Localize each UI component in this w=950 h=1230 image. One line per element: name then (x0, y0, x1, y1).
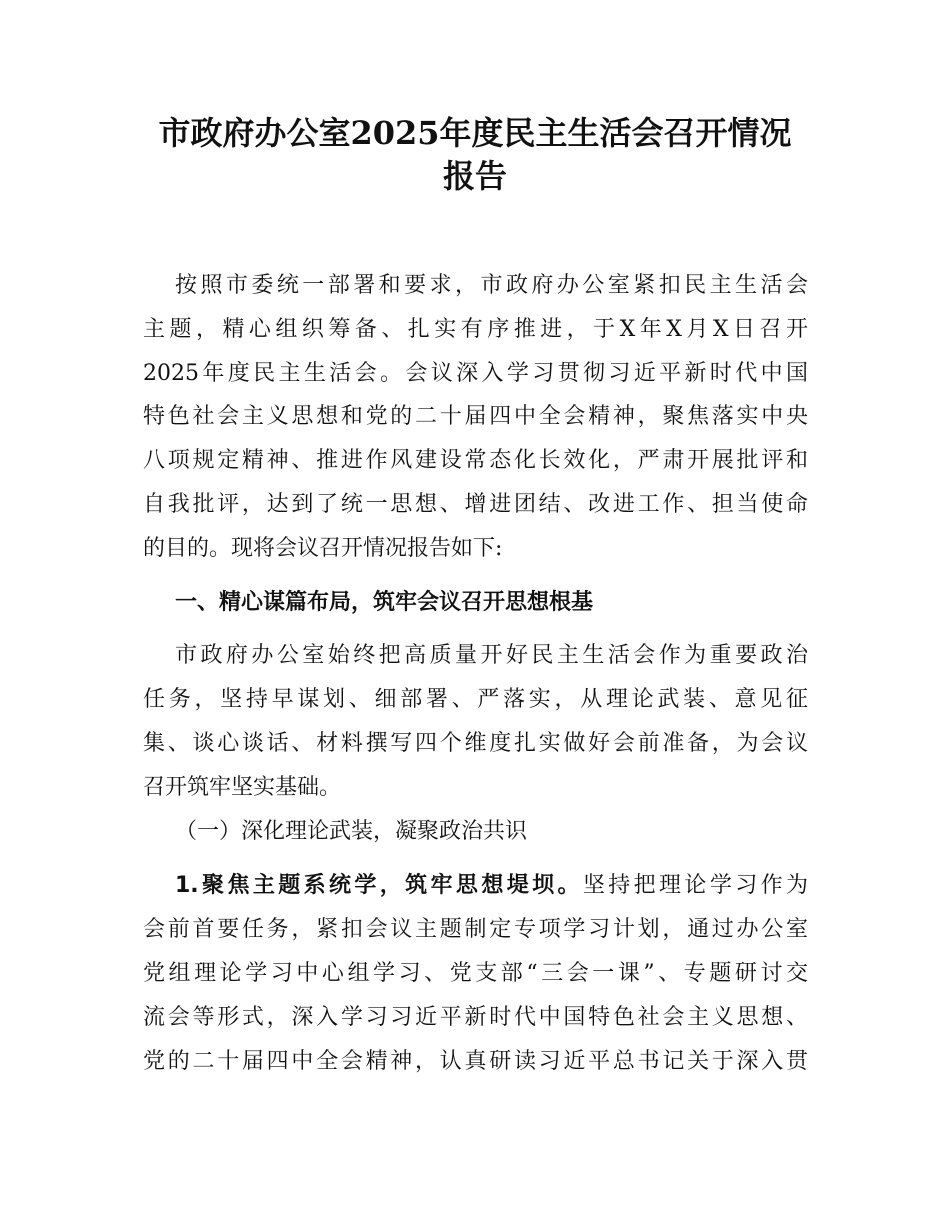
text-line: 市政府办公室始终把高质量开好民主生活会作为重要政治 (175, 643, 808, 669)
section-paragraph (143, 634, 808, 809)
text-line: 的目的。现将会议召开情况报告如下: (143, 535, 503, 561)
document-title (0, 112, 950, 198)
subsection-heading: （一）深化理论武装，凝聚政治共识 (175, 818, 528, 844)
section-heading: 一、精心谋篇布局，筑牢会议召开思想根基 (175, 589, 594, 615)
text-line: 自我批评，达到了统一思想、增进团结、改进工作、担当使命 (143, 491, 808, 517)
text-line: 八项规定精神、推进作风建设常态化长效化，严肃开展批评和 (143, 448, 808, 474)
document-body (143, 264, 808, 1083)
text-line: 任务，坚持早谋划、细部署、严落实，从理论武装、意见征 (143, 687, 808, 713)
item-lead: 1.聚焦主题系统学，筑牢思想堤坝。 (175, 873, 583, 899)
text-line: 召开筑牢坚实基础。 (143, 774, 342, 800)
title-line-2: 报告 (442, 157, 507, 195)
text-line: 党组理论学习中心组学习、党支部“三会一课”、专题研讨交 (143, 960, 808, 986)
text-line: 流会等形式，深入学习习近平新时代中国特色社会主义思想、 (143, 1004, 808, 1030)
intro-paragraph (143, 264, 808, 571)
text-line: 会前首要任务，紧扣会议主题制定专项学习计划，通过办公室 (143, 917, 808, 943)
item-first-rest: 坚持把理论学习作为 (582, 873, 808, 899)
text-line: 党的二十届四中全会精神，认真研读习近平总书记关于深入贯 (143, 1048, 808, 1074)
text-line: 主题，精心组织筹备、扎实有序推进，于X年X月X日召开 (143, 316, 808, 342)
text-line (143, 864, 808, 908)
text-line: 2025年度民主生活会。会议深入学习贯彻习近平新时代中国 (143, 360, 808, 386)
text-line: 特色社会主义思想和党的二十届四中全会精神，聚焦落实中央 (143, 404, 808, 430)
item-paragraph (143, 864, 808, 1083)
title-line-1: 市政府办公室2025年度民主生活会召开情况 (158, 114, 792, 152)
text-line: 按照市委统一部署和要求，市政府办公室紧扣民主生活会 (175, 273, 808, 298)
text-line: 集、谈心谈话、材料撰写四个维度扎实做好会前准备，为会议 (143, 730, 808, 756)
